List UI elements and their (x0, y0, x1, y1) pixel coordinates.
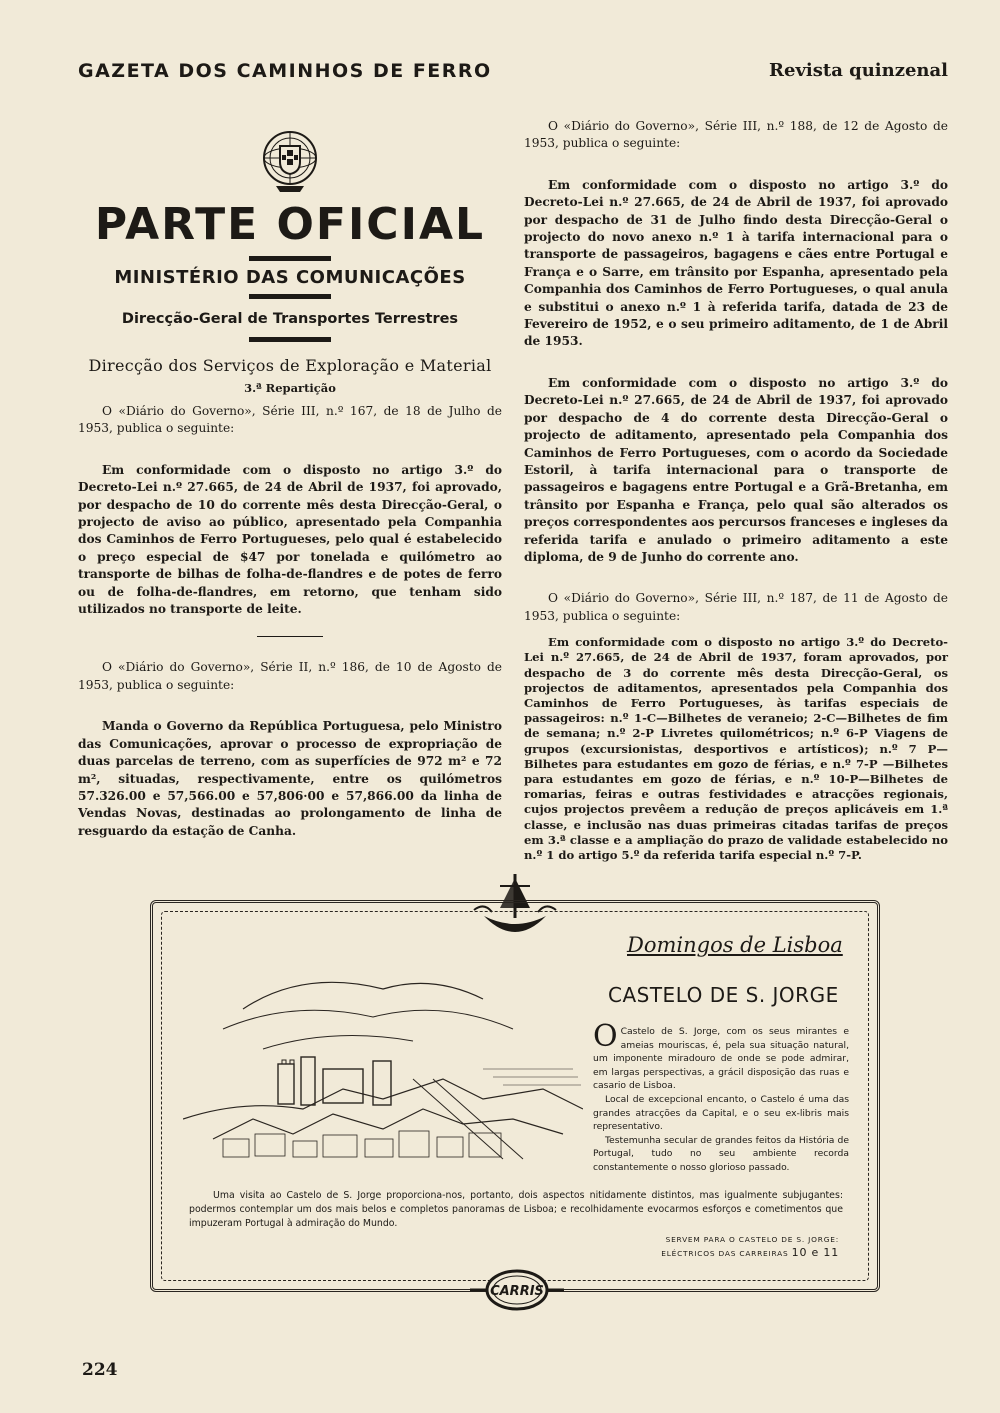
tram-numbers: 10 e 11 (791, 1246, 839, 1259)
publication-frequency: Revista quinzenal (769, 60, 948, 81)
ad-paragraph: Local de excepcional encanto, o Castelo é uma das grandes atracções da Capital, e o seu ex-libris mais representativo. (593, 1093, 849, 1133)
ad-paragraph: Testemunha secular de grandes feitos da História de Portugal, tudo no seu ambiente recorda constantemente o nosso glorioso passado. (593, 1134, 849, 1173)
right-column (524, 118, 948, 873)
notice-intro: O «Diário do Governo», Série III, n.º 167, de 18 de Julho de 1953, publica o seguinte: (78, 404, 502, 436)
ad-description (593, 1019, 849, 1175)
ad-visit-text: Uma visita ao Castelo de S. Jorge proporciona-nos, portanto, dois aspectos nitidamente distintos, mas igualmente subjugantes: podermos contemplar um dos mais belos e completos panoramas de Lisboa; e recolhidamente evocarmos esforços e cometimentos que impuzeram Portugal à admiração do Mundo. (189, 1190, 843, 1229)
notice-intro: O «Diário do Governo», Série II, n.º 186, de 10 de Agosto de 1953, publica o seguinte: (78, 660, 502, 692)
directorate-rule (249, 337, 331, 342)
notice-divider (257, 636, 323, 637)
ad-title: CASTELO DE S. JORGE (608, 983, 839, 1007)
repartition-heading: 3.ª Repartição (244, 381, 336, 395)
tram-info-label: ELÉCTRICOS DAS CARREIRAS (661, 1249, 789, 1258)
coat-of-arms-icon (260, 128, 320, 194)
directorate-heading: Direcção-Geral de Transportes Terrestres (121, 311, 459, 327)
notice-body: Em conformidade com o disposto no artigo 3.º do Decreto-Lei n.º 27.665, de 24 de Abril de 1937, foi aprovado por despacho de 31 de Julho findo desta Direcção-Geral o projecto do novo anexo n.º 1 à tarifa internacional para o transporte de passageiros, bagagens e cães entre Portugal e França e o Sarre, em trânsito por Espanha, apresentado pela Companhia dos Caminhos de Ferro Portugueses, o qual anula e substitui o anexo n.º 1 à referida tarifa, datada de 23 de Fevereiro de 1952, e o seu primeiro aditamento, de 1 de Abril de 1953. (524, 177, 948, 349)
castle-sketch (183, 969, 583, 1179)
carris-logo-text: CARRIS (490, 1284, 544, 1299)
notice-intro: O «Diário do Governo», Série III, n.º 188, de 12 de Agosto de 1953, publica o seguinte: (524, 119, 948, 151)
ad-paragraph: Castelo de S. Jorge, com os seus mirantes e ameias mouriscas, é, pela sua situação natural, um imponente miradouro de onde se pode admirar, em largas perspectivas, a grácil disposição das ruas e casario de Lisboa. (593, 1026, 849, 1092)
ad-dropcap: O (593, 1019, 618, 1054)
left-column (78, 124, 502, 850)
ministry-rule (249, 294, 331, 299)
tram-info-line (661, 1246, 839, 1260)
advertisement-box (150, 900, 880, 1292)
section-title: PARTE OFICIAL (94, 199, 486, 250)
notice-intro: O «Diário do Governo», Série III, n.º 187, de 11 de Agosto de 1953, publica o seguinte: (524, 591, 948, 623)
service-heading: Direcção dos Serviços de Exploração e Material (88, 356, 492, 375)
publication-title: GAZETA DOS CAMINHOS DE FERRO (78, 60, 492, 82)
page-number: 224 (82, 1360, 118, 1380)
notice-body: Em conformidade com o disposto no artigo 3.º do Decreto-Lei n.º 27.665, de 24 de Abril de 1937, foi aprovado, por despacho de 10 do corrente mês desta Direcção-Geral, o projecto de aviso ao público, apresentado pela Companhia dos Caminhos de Ferro Portugueses, pelo qual é estabelecido o preço especial de $47 por tonelada e quilómetro ao transporte de bilhas de folha-de-flandres e de potes de ferro ou de folha-de-flandres, em retorno, que tenham sido utilizados no transporte de leite. (78, 462, 502, 617)
notice-body: Em conformidade com o disposto no artigo 3.º do Decreto-Lei n.º 27.665, de 24 de Abril de 1937, foram aprovados, por despacho de 3 do corrente mês desta Direcção-Geral, os projectos de aditamentos, apresentados pela Companhia dos Caminhos de Ferro Portugueses, às tarifas especiais de passageiros: n.º 1-C—Bilhetes de veraneio; 2-C—Bilhetes de fim de semana; n.º 2-P Livretes quilométricos; n.º 6-P Viagens de grupos (excursionistas, desportivos e artísticos); n.º 7 P—Bilhetes para estudantes em gozo de férias, e n.º 7-P —Bilhetes para estudantes em gozo de férias, e n.º 10-P—Bilhetes de romarias, feiras e outras festividades e atracções regionais, cujos projectos prevêem a redução de preços aplicáveis em 1.ª classe, e inclusão nas duas primeiras citadas tarifas de preços em 3.ª classe e a ampliação do prazo de validade estabelecido no n.º 1 do artigo 5.º da referida tarifa especial n.º 7-P. (524, 635, 948, 862)
carris-logo (470, 1268, 564, 1312)
tram-info-line: SERVEM PARA O CASTELO DE S. JORGE: (665, 1235, 839, 1244)
ad-tram-info (661, 1233, 839, 1260)
title-rule (249, 256, 331, 261)
ministry-heading: MINISTÉRIO DAS COMUNICAÇÕES (114, 267, 466, 288)
notice-body: Em conformidade com o disposto no artigo 3.º do Decreto-Lei n.º 27.665, de 24 de Abril de 1937, foi aprovado por despacho de 4 do corrente desta Direcção-Geral o projecto de aditamento, apresentado pela Companhia dos Caminhos de Ferro Portugueses, com o acordo da Sociedade Estoril, à tarifa internacional para o transporte de passageiros e bagagens entre Portugal e a Grã-Bretanha, em trânsito por Espanha e França, pelo qual são alterados os preços correspondentes aos percursos franceses e ingleses da referida tarifa e anulado o primeiro aditamento a este diploma, de 9 de Junho do corrente ano. (524, 375, 948, 564)
notice-body: Manda o Governo da República Portuguesa, pelo Ministro das Comunicações, aprovar o processo de expropriação de duas parcelas de terreno, com as superfícies de 972 m² e 72 m², situadas, respectivamente, entre os quilómetros 57.326.00 e 57,566.00 e 57,806·00 e 57,866.00 da linha de Vendas Novas, destinadas ao prolongamento de linha de resguardo da estação de Canha. (78, 719, 502, 838)
ad-series-title: Domingos de Lisboa (627, 933, 843, 957)
